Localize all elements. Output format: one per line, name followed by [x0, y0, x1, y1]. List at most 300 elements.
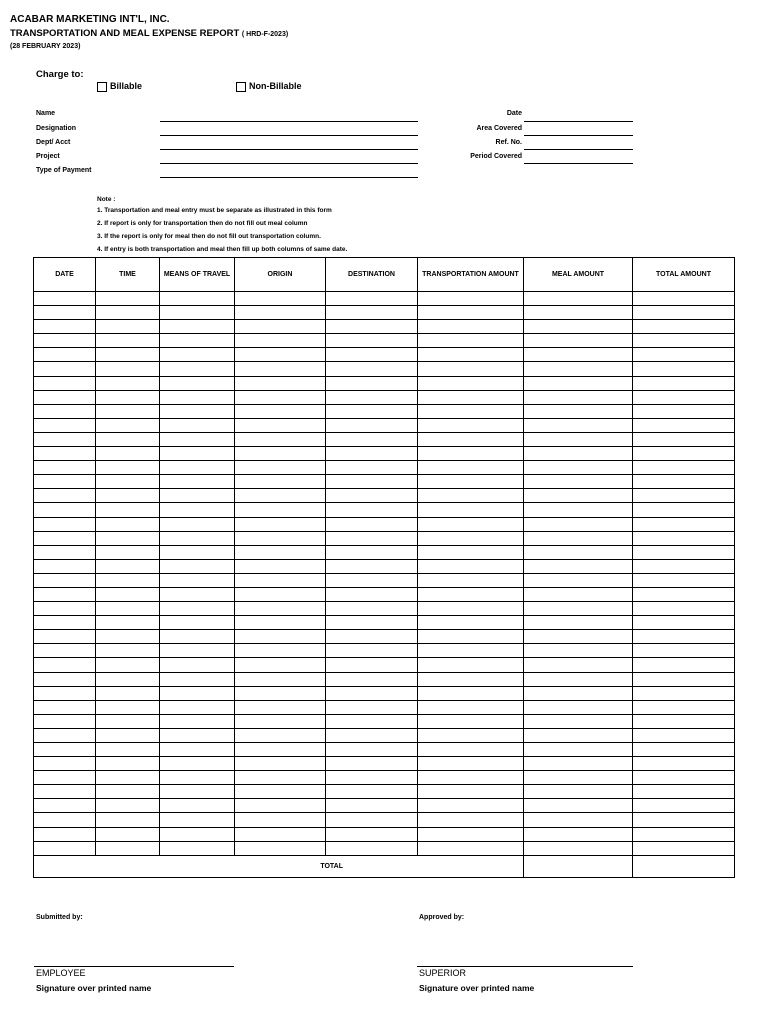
table-cell[interactable] — [326, 461, 418, 475]
table-cell[interactable] — [96, 531, 160, 545]
table-cell[interactable] — [235, 517, 326, 531]
table-cell[interactable] — [235, 306, 326, 320]
table-cell[interactable] — [160, 700, 235, 714]
table-cell[interactable] — [96, 292, 160, 306]
table-cell[interactable] — [160, 771, 235, 785]
table-cell[interactable] — [418, 799, 524, 813]
table-cell[interactable] — [96, 404, 160, 418]
table-cell[interactable] — [633, 757, 735, 771]
table-cell[interactable] — [96, 686, 160, 700]
table-cell[interactable] — [96, 573, 160, 587]
field-date-input[interactable] — [524, 121, 633, 122]
table-cell[interactable] — [418, 447, 524, 461]
table-cell[interactable] — [34, 348, 96, 362]
table-cell[interactable] — [34, 644, 96, 658]
table-cell[interactable] — [524, 461, 633, 475]
table-cell[interactable] — [235, 334, 326, 348]
table-cell[interactable] — [235, 418, 326, 432]
table-cell[interactable] — [96, 841, 160, 855]
table-cell[interactable] — [524, 348, 633, 362]
table-cell[interactable] — [235, 559, 326, 573]
table-cell[interactable] — [96, 461, 160, 475]
table-cell[interactable] — [160, 587, 235, 601]
table-cell[interactable] — [34, 771, 96, 785]
table-cell[interactable] — [326, 489, 418, 503]
table-cell[interactable] — [235, 672, 326, 686]
table-cell[interactable] — [326, 447, 418, 461]
table-cell[interactable] — [34, 827, 96, 841]
table-cell[interactable] — [633, 447, 735, 461]
table-cell[interactable] — [34, 531, 96, 545]
table-cell[interactable] — [524, 545, 633, 559]
table-cell[interactable] — [235, 447, 326, 461]
table-cell[interactable] — [326, 320, 418, 334]
table-cell[interactable] — [96, 587, 160, 601]
table-cell[interactable] — [160, 658, 235, 672]
table-cell[interactable] — [235, 390, 326, 404]
table-cell[interactable] — [633, 785, 735, 799]
table-cell[interactable] — [160, 362, 235, 376]
table-cell[interactable] — [418, 334, 524, 348]
employee-signature-line[interactable] — [34, 966, 234, 967]
table-cell[interactable] — [96, 320, 160, 334]
table-cell[interactable] — [326, 573, 418, 587]
table-cell[interactable] — [524, 630, 633, 644]
table-cell[interactable] — [235, 348, 326, 362]
table-cell[interactable] — [326, 799, 418, 813]
table-cell[interactable] — [96, 813, 160, 827]
table-cell[interactable] — [34, 334, 96, 348]
table-cell[interactable] — [235, 743, 326, 757]
table-cell[interactable] — [34, 320, 96, 334]
table-cell[interactable] — [96, 390, 160, 404]
table-cell[interactable] — [235, 658, 326, 672]
table-cell[interactable] — [34, 714, 96, 728]
table-cell[interactable] — [96, 616, 160, 630]
table-cell[interactable] — [34, 418, 96, 432]
table-cell[interactable] — [235, 531, 326, 545]
table-cell[interactable] — [96, 827, 160, 841]
table-cell[interactable] — [326, 432, 418, 446]
table-cell[interactable] — [418, 475, 524, 489]
table-cell[interactable] — [160, 743, 235, 757]
table-cell[interactable] — [160, 306, 235, 320]
field-name-input[interactable] — [160, 121, 418, 122]
table-cell[interactable] — [160, 573, 235, 587]
table-cell[interactable] — [34, 813, 96, 827]
table-cell[interactable] — [235, 587, 326, 601]
table-cell[interactable] — [326, 785, 418, 799]
table-cell[interactable] — [524, 813, 633, 827]
table-cell[interactable] — [633, 320, 735, 334]
table-cell[interactable] — [96, 362, 160, 376]
table-cell[interactable] — [34, 503, 96, 517]
table-cell[interactable] — [326, 404, 418, 418]
table-cell[interactable] — [34, 545, 96, 559]
table-cell[interactable] — [524, 447, 633, 461]
table-cell[interactable] — [96, 306, 160, 320]
table-cell[interactable] — [633, 587, 735, 601]
table-cell[interactable] — [524, 418, 633, 432]
table-cell[interactable] — [418, 728, 524, 742]
table-cell[interactable] — [633, 630, 735, 644]
table-cell[interactable] — [418, 827, 524, 841]
table-cell[interactable] — [235, 644, 326, 658]
table-cell[interactable] — [235, 771, 326, 785]
table-cell[interactable] — [418, 390, 524, 404]
table-cell[interactable] — [160, 545, 235, 559]
table-cell[interactable] — [524, 390, 633, 404]
table-cell[interactable] — [418, 531, 524, 545]
table-cell[interactable] — [418, 376, 524, 390]
table-cell[interactable] — [160, 489, 235, 503]
table-cell[interactable] — [96, 644, 160, 658]
table-cell[interactable] — [34, 447, 96, 461]
table-cell[interactable] — [418, 616, 524, 630]
table-cell[interactable] — [96, 785, 160, 799]
field-project-input[interactable] — [160, 163, 418, 164]
table-cell[interactable] — [160, 559, 235, 573]
table-cell[interactable] — [326, 757, 418, 771]
table-cell[interactable] — [524, 785, 633, 799]
table-cell[interactable] — [34, 728, 96, 742]
table-cell[interactable] — [96, 418, 160, 432]
table-cell[interactable] — [235, 700, 326, 714]
table-cell[interactable] — [633, 461, 735, 475]
table-cell[interactable] — [160, 517, 235, 531]
table-cell[interactable] — [34, 489, 96, 503]
table-cell[interactable] — [633, 827, 735, 841]
table-cell[interactable] — [160, 644, 235, 658]
table-cell[interactable] — [418, 644, 524, 658]
table-cell[interactable] — [160, 827, 235, 841]
table-cell[interactable] — [418, 813, 524, 827]
table-cell[interactable] — [633, 602, 735, 616]
table-cell[interactable] — [633, 714, 735, 728]
table-cell[interactable] — [418, 306, 524, 320]
table-cell[interactable] — [34, 785, 96, 799]
table-cell[interactable] — [633, 475, 735, 489]
table-cell[interactable] — [160, 292, 235, 306]
table-cell[interactable] — [633, 658, 735, 672]
table-cell[interactable] — [418, 743, 524, 757]
table-cell[interactable] — [96, 559, 160, 573]
table-cell[interactable] — [418, 292, 524, 306]
table-cell[interactable] — [34, 517, 96, 531]
table-cell[interactable] — [160, 728, 235, 742]
table-cell[interactable] — [524, 672, 633, 686]
table-cell[interactable] — [418, 362, 524, 376]
table-cell[interactable] — [418, 658, 524, 672]
table-cell[interactable] — [34, 475, 96, 489]
table-cell[interactable] — [524, 771, 633, 785]
table-cell[interactable] — [160, 418, 235, 432]
table-cell[interactable] — [418, 672, 524, 686]
table-cell[interactable] — [633, 390, 735, 404]
table-cell[interactable] — [633, 686, 735, 700]
table-cell[interactable] — [633, 573, 735, 587]
table-cell[interactable] — [633, 700, 735, 714]
table-cell[interactable] — [633, 334, 735, 348]
table-cell[interactable] — [96, 348, 160, 362]
table-cell[interactable] — [524, 841, 633, 855]
table-cell[interactable] — [418, 461, 524, 475]
table-cell[interactable] — [235, 827, 326, 841]
table-cell[interactable] — [326, 587, 418, 601]
table-cell[interactable] — [96, 714, 160, 728]
table-cell[interactable] — [235, 813, 326, 827]
table-cell[interactable] — [96, 799, 160, 813]
table-cell[interactable] — [235, 503, 326, 517]
table-cell[interactable] — [326, 841, 418, 855]
table-cell[interactable] — [34, 292, 96, 306]
table-cell[interactable] — [34, 602, 96, 616]
table-cell[interactable] — [160, 432, 235, 446]
table-cell[interactable] — [418, 573, 524, 587]
table-cell[interactable] — [326, 602, 418, 616]
table-cell[interactable] — [418, 559, 524, 573]
table-cell[interactable] — [235, 841, 326, 855]
table-cell[interactable] — [160, 785, 235, 799]
table-cell[interactable] — [633, 404, 735, 418]
table-cell[interactable] — [633, 799, 735, 813]
table-cell[interactable] — [160, 404, 235, 418]
table-cell[interactable] — [524, 827, 633, 841]
table-cell[interactable] — [235, 545, 326, 559]
table-cell[interactable] — [418, 700, 524, 714]
table-cell[interactable] — [235, 461, 326, 475]
table-cell[interactable] — [326, 517, 418, 531]
table-cell[interactable] — [524, 306, 633, 320]
table-cell[interactable] — [524, 743, 633, 757]
table-cell[interactable] — [326, 827, 418, 841]
table-cell[interactable] — [34, 573, 96, 587]
table-cell[interactable] — [633, 743, 735, 757]
table-cell[interactable] — [34, 559, 96, 573]
table-cell[interactable] — [34, 658, 96, 672]
table-cell[interactable] — [326, 334, 418, 348]
table-cell[interactable] — [235, 757, 326, 771]
table-cell[interactable] — [524, 573, 633, 587]
table-cell[interactable] — [524, 503, 633, 517]
table-cell[interactable] — [326, 503, 418, 517]
table-cell[interactable] — [326, 306, 418, 320]
table-cell[interactable] — [326, 743, 418, 757]
field-payment-input[interactable] — [160, 177, 418, 178]
table-cell[interactable] — [160, 714, 235, 728]
table-cell[interactable] — [633, 489, 735, 503]
billable-checkbox[interactable] — [97, 82, 107, 92]
table-cell[interactable] — [160, 334, 235, 348]
table-cell[interactable] — [96, 728, 160, 742]
table-cell[interactable] — [160, 390, 235, 404]
table-cell[interactable] — [326, 418, 418, 432]
table-cell[interactable] — [34, 404, 96, 418]
table-cell[interactable] — [633, 545, 735, 559]
table-cell[interactable] — [34, 432, 96, 446]
table-cell[interactable] — [34, 376, 96, 390]
table-cell[interactable] — [418, 404, 524, 418]
table-cell[interactable] — [326, 545, 418, 559]
table-cell[interactable] — [235, 362, 326, 376]
table-cell[interactable] — [160, 602, 235, 616]
total-transportation-cell[interactable] — [524, 855, 633, 877]
table-cell[interactable] — [524, 658, 633, 672]
table-cell[interactable] — [524, 489, 633, 503]
table-cell[interactable] — [418, 348, 524, 362]
table-cell[interactable] — [524, 686, 633, 700]
table-cell[interactable] — [418, 320, 524, 334]
table-cell[interactable] — [418, 587, 524, 601]
table-cell[interactable] — [34, 630, 96, 644]
table-cell[interactable] — [418, 785, 524, 799]
table-cell[interactable] — [524, 432, 633, 446]
table-cell[interactable] — [160, 686, 235, 700]
table-cell[interactable] — [34, 461, 96, 475]
table-cell[interactable] — [633, 672, 735, 686]
table-cell[interactable] — [633, 616, 735, 630]
table-cell[interactable] — [96, 743, 160, 757]
table-cell[interactable] — [96, 672, 160, 686]
table-cell[interactable] — [160, 503, 235, 517]
table-cell[interactable] — [235, 602, 326, 616]
table-cell[interactable] — [235, 616, 326, 630]
table-cell[interactable] — [326, 658, 418, 672]
field-designation-input[interactable] — [160, 135, 418, 136]
table-cell[interactable] — [418, 432, 524, 446]
table-cell[interactable] — [418, 602, 524, 616]
table-cell[interactable] — [418, 517, 524, 531]
table-cell[interactable] — [524, 559, 633, 573]
table-cell[interactable] — [326, 644, 418, 658]
table-cell[interactable] — [96, 503, 160, 517]
table-cell[interactable] — [326, 672, 418, 686]
table-cell[interactable] — [160, 813, 235, 827]
table-cell[interactable] — [235, 630, 326, 644]
table-cell[interactable] — [524, 376, 633, 390]
table-cell[interactable] — [96, 334, 160, 348]
table-cell[interactable] — [633, 813, 735, 827]
table-cell[interactable] — [326, 714, 418, 728]
table-cell[interactable] — [326, 700, 418, 714]
table-cell[interactable] — [34, 390, 96, 404]
superior-signature-line[interactable] — [417, 966, 633, 967]
table-cell[interactable] — [96, 432, 160, 446]
total-meal-cell[interactable] — [633, 855, 735, 877]
non-billable-checkbox[interactable] — [236, 82, 246, 92]
table-cell[interactable] — [160, 320, 235, 334]
table-cell[interactable] — [633, 771, 735, 785]
table-cell[interactable] — [34, 306, 96, 320]
table-cell[interactable] — [235, 728, 326, 742]
table-cell[interactable] — [235, 686, 326, 700]
table-cell[interactable] — [524, 728, 633, 742]
table-cell[interactable] — [633, 292, 735, 306]
table-cell[interactable] — [326, 475, 418, 489]
table-cell[interactable] — [96, 602, 160, 616]
table-cell[interactable] — [524, 700, 633, 714]
table-cell[interactable] — [633, 503, 735, 517]
table-cell[interactable] — [633, 362, 735, 376]
table-cell[interactable] — [96, 700, 160, 714]
table-cell[interactable] — [96, 630, 160, 644]
table-cell[interactable] — [524, 757, 633, 771]
table-cell[interactable] — [235, 376, 326, 390]
table-cell[interactable] — [160, 841, 235, 855]
field-area-input[interactable] — [524, 135, 633, 136]
table-cell[interactable] — [418, 841, 524, 855]
table-cell[interactable] — [235, 714, 326, 728]
table-cell[interactable] — [326, 292, 418, 306]
table-cell[interactable] — [96, 475, 160, 489]
table-cell[interactable] — [524, 714, 633, 728]
table-cell[interactable] — [633, 348, 735, 362]
table-cell[interactable] — [34, 841, 96, 855]
table-cell[interactable] — [633, 432, 735, 446]
table-cell[interactable] — [633, 841, 735, 855]
table-cell[interactable] — [326, 376, 418, 390]
table-cell[interactable] — [633, 559, 735, 573]
table-cell[interactable] — [418, 686, 524, 700]
table-cell[interactable] — [235, 489, 326, 503]
table-cell[interactable] — [34, 672, 96, 686]
table-cell[interactable] — [34, 799, 96, 813]
table-cell[interactable] — [160, 531, 235, 545]
table-cell[interactable] — [34, 362, 96, 376]
table-cell[interactable] — [524, 475, 633, 489]
table-cell[interactable] — [235, 404, 326, 418]
table-cell[interactable] — [96, 489, 160, 503]
table-cell[interactable] — [633, 517, 735, 531]
table-cell[interactable] — [418, 771, 524, 785]
table-cell[interactable] — [160, 630, 235, 644]
table-cell[interactable] — [34, 587, 96, 601]
table-cell[interactable] — [326, 348, 418, 362]
table-cell[interactable] — [160, 475, 235, 489]
table-cell[interactable] — [418, 757, 524, 771]
table-cell[interactable] — [326, 813, 418, 827]
table-cell[interactable] — [160, 376, 235, 390]
table-cell[interactable] — [235, 475, 326, 489]
table-cell[interactable] — [34, 686, 96, 700]
table-cell[interactable] — [418, 630, 524, 644]
table-cell[interactable] — [633, 376, 735, 390]
table-cell[interactable] — [160, 672, 235, 686]
table-cell[interactable] — [326, 771, 418, 785]
table-cell[interactable] — [34, 757, 96, 771]
table-cell[interactable] — [96, 757, 160, 771]
table-cell[interactable] — [235, 785, 326, 799]
table-cell[interactable] — [326, 390, 418, 404]
table-cell[interactable] — [96, 376, 160, 390]
table-cell[interactable] — [633, 531, 735, 545]
table-cell[interactable] — [235, 432, 326, 446]
table-cell[interactable] — [524, 320, 633, 334]
table-cell[interactable] — [326, 630, 418, 644]
field-period-input[interactable] — [524, 163, 633, 164]
table-cell[interactable] — [235, 573, 326, 587]
table-cell[interactable] — [326, 728, 418, 742]
table-cell[interactable] — [34, 743, 96, 757]
table-cell[interactable] — [160, 799, 235, 813]
table-cell[interactable] — [524, 616, 633, 630]
table-cell[interactable] — [160, 757, 235, 771]
table-cell[interactable] — [418, 503, 524, 517]
table-cell[interactable] — [633, 644, 735, 658]
table-cell[interactable] — [418, 545, 524, 559]
table-cell[interactable] — [326, 616, 418, 630]
table-cell[interactable] — [160, 447, 235, 461]
